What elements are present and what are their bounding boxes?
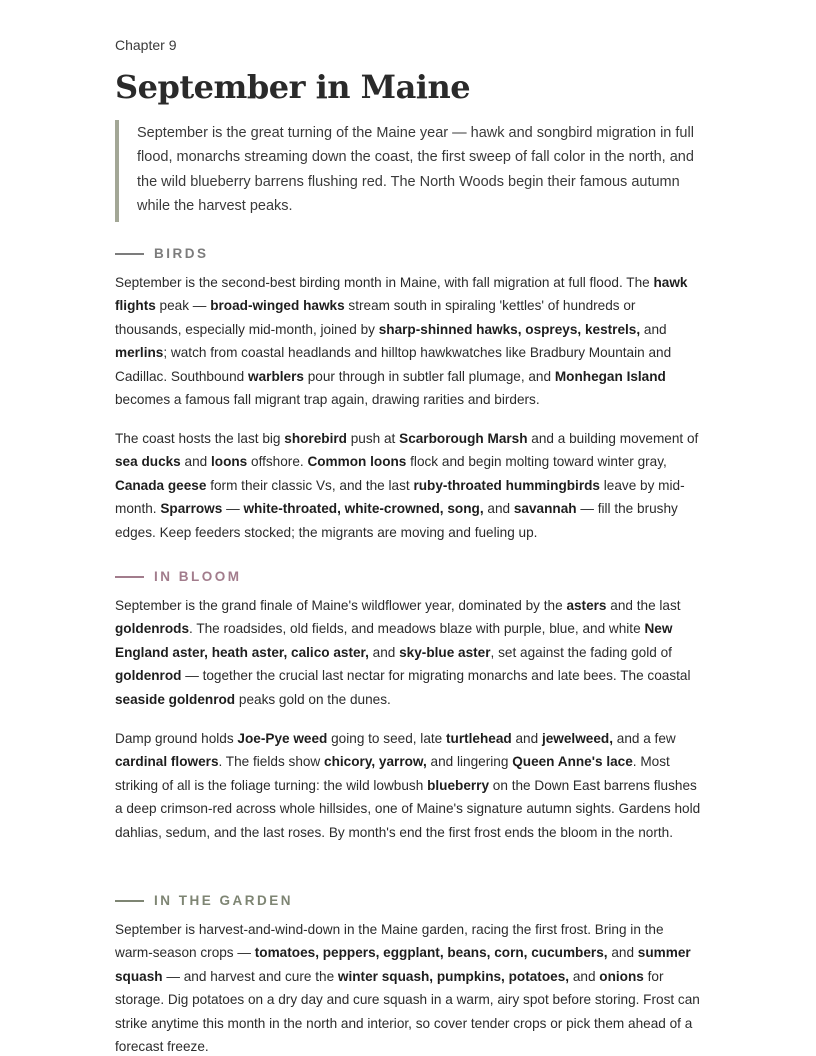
emphasis-term: loons bbox=[210, 454, 248, 470]
heading-rule bbox=[115, 576, 144, 578]
emphasis-term: Queen Anne's lace bbox=[512, 754, 633, 770]
emphasis-term: Sparrows bbox=[160, 501, 223, 517]
emphasis-term: Common loons bbox=[307, 454, 407, 470]
section-heading-label: BIRDS bbox=[154, 246, 209, 261]
emphasis-term: goldenrod bbox=[115, 668, 182, 684]
emphasis-term: goldenrods bbox=[115, 621, 190, 637]
section-heading-birds bbox=[115, 246, 209, 261]
emphasis-term: cardinal flowers bbox=[115, 754, 219, 770]
emphasis-term: winter squash, pumpkins, potatoes, bbox=[337, 968, 570, 984]
emphasis-term: sharp-shinned hawks, ospreys, kestrels, bbox=[378, 321, 641, 337]
emphasis-term: Joe-Pye weed bbox=[237, 731, 328, 746]
emphasis-term: ruby-throated hummingbirds bbox=[413, 477, 600, 493]
emphasis-term: merlins bbox=[115, 345, 164, 361]
emphasis-term: sea ducks bbox=[115, 454, 181, 470]
section-heading-label: IN BLOOM bbox=[154, 569, 242, 584]
emphasis-term: Scarborough Marsh bbox=[399, 431, 528, 446]
chapter-label: Chapter 9 bbox=[115, 37, 177, 53]
emphasis-term: tomatoes, peppers, eggplant, beans, corn, cucumbers, bbox=[254, 945, 608, 961]
emphasis-term: asters bbox=[566, 598, 607, 613]
intro-blockquote: September is the great turning of the Maine year — hawk and songbird migration in full flood, monarchs streaming down the coast, the first sweep of fall color in the north, and the wild blueberry barrens flushing red. The North Woods begin their famous autumn while the harvest peaks. bbox=[115, 120, 697, 222]
section-heading-label: IN THE GARDEN bbox=[154, 893, 294, 908]
section-heading-bloom bbox=[115, 569, 242, 584]
birds-paragraph-1: September is the second-best birding month in Maine, with fall migration at full flood. The hawk flights peak — broad-winged hawks stream south in spiraling 'kettles' of hundreds or thousands, especially mid-month, joined by sharp-shinned hawks, ospreys, kestrels, and merlins; watch from coastal headlands and hilltop hawkwatches like Bradbury Mountain and Cadillac. Southbound warblers pour through in subtler fall plumage, and Monhegan Island becomes a famous fall migrant trap again, drawing rarities and birders. bbox=[115, 275, 688, 408]
emphasis-term: savannah bbox=[513, 501, 577, 517]
emphasis-term: New England aster, heath aster, calico aster, bbox=[115, 621, 673, 660]
emphasis-term: hawk flights bbox=[115, 275, 688, 314]
heading-rule bbox=[115, 900, 144, 902]
bloom-paragraph-1: September is the grand finale of Maine's wildflower year, dominated by the asters and the last goldenrods. The roadsides, old fields, and meadows blaze with purple, blue, and white New England aster, heath aster, calico aster, and sky-blue aster, set against the fading gold of goldenrod — together the crucial last nectar for migrating monarchs and late bees. The coastal seaside goldenrod peaks gold on the dunes. bbox=[115, 598, 691, 707]
section-heading-garden bbox=[115, 893, 293, 908]
birds-paragraph-2: The coast hosts the last big shorebird push at Scarborough Marsh and a building movement of sea ducks and loons offshore. Common loons flock and begin molting toward winter gray, Canada geese form their classic Vs, and the last ruby-throated hummingbirds leave by mid-month. Sparrows — white-throated, white-crowned, song, and savannah — fill the brushy edges. Keep feeders stocked; the migrants are moving and fueling up. bbox=[115, 431, 699, 540]
emphasis-term: onions bbox=[599, 968, 644, 984]
emphasis-term: white-throated, white-crowned, song, bbox=[243, 501, 484, 517]
emphasis-term: blueberry bbox=[427, 777, 490, 793]
emphasis-term: seaside goldenrod bbox=[115, 691, 236, 707]
emphasis-term: Monhegan Island bbox=[554, 368, 666, 384]
bloom-paragraph-2: Damp ground holds Joe-Pye weed going to seed, late turtlehead and jewelweed, and a few cardinal flowers. The fields show chicory, yarrow, and lingering Queen Anne's lace. Most striking of all is the foliage turning: the wild lowbush blueberry on the Down East barrens flushes a deep crimson-red across whole hillsides, one of Maine's signature autumn sights. Gardens hold dahlias, sedum, and the last roses. By month's end the first frost ends the bloom in the north. bbox=[115, 731, 701, 840]
emphasis-term: jewelweed, bbox=[541, 731, 613, 746]
emphasis-term: chicory, yarrow, bbox=[324, 754, 427, 770]
emphasis-term: sky-blue aster bbox=[399, 644, 491, 660]
emphasis-term: turtlehead bbox=[446, 731, 512, 746]
emphasis-term: broad-winged hawks bbox=[210, 298, 345, 314]
emphasis-term: summer squash bbox=[115, 945, 691, 984]
page-title: September in Maine bbox=[115, 68, 471, 106]
emphasis-term: warblers bbox=[248, 368, 304, 384]
garden-paragraph-1: September is harvest-and-wind-down in the Maine garden, racing the first frost. Bring in the warm-season crops — tomatoes, peppers, eggplant, beans, corn, cucumbers, and summer squash — and harvest and cure the winter squash, pumpkins, potatoes, and onions for storage. Dig potatoes on a dry day and cure squash in a warm, airy spot before storing. Frost can strike anytime this month in the north and interior, so cover tender crops or pick them ahead of a forecast freeze. bbox=[115, 922, 700, 1055]
emphasis-term: shorebird bbox=[284, 431, 347, 446]
heading-rule bbox=[115, 253, 144, 255]
emphasis-term: Canada geese bbox=[115, 477, 207, 493]
